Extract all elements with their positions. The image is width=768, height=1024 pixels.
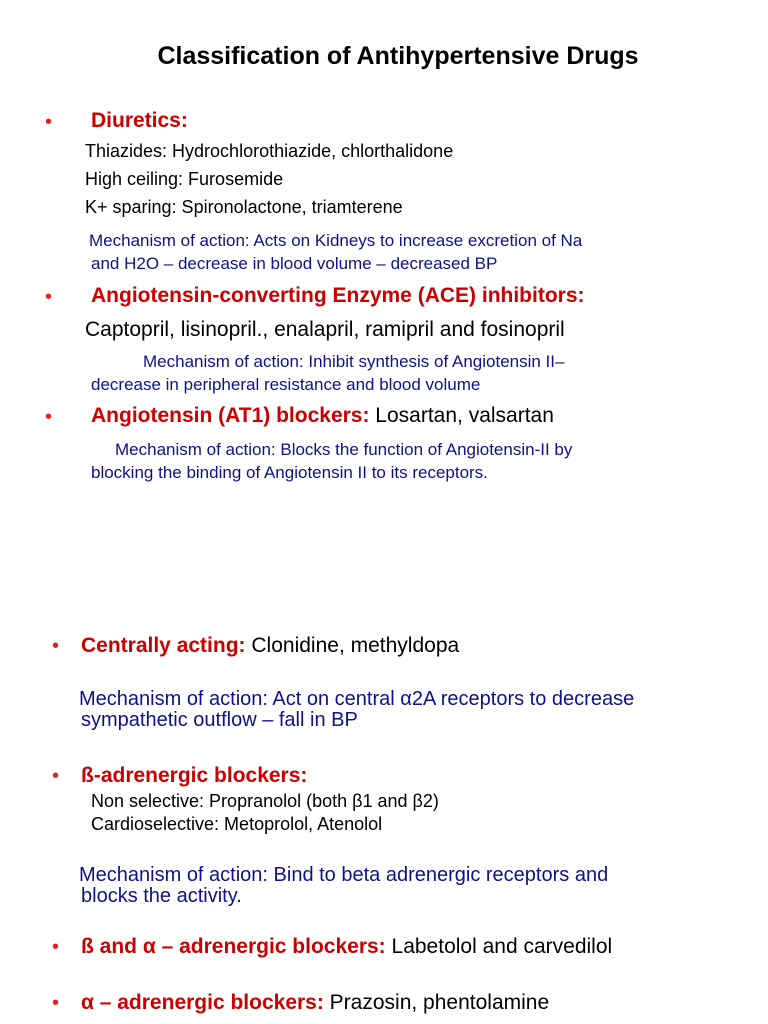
ace-mechanism-line-1: Mechanism of action: Inhibit synthesis of Angiotensin II– bbox=[143, 352, 565, 371]
diuretics-mechanism-line-1: Mechanism of action: Acts on Kidneys to increase excretion of Na bbox=[89, 231, 583, 250]
diuretics-k-sparing: K+ sparing: Spironolactone, triamterene bbox=[85, 197, 403, 217]
heading-ace-inhibitors: Angiotensin-converting Enzyme (ACE) inhibitors: bbox=[91, 284, 585, 307]
bullet-central: • bbox=[52, 635, 60, 657]
at1-drugs: Losartan, valsartan bbox=[369, 404, 554, 427]
bullet-at1: • bbox=[45, 406, 53, 428]
beta-alpha-drugs: Labetolol and carvedilol bbox=[385, 935, 613, 958]
bullet-beta-alpha: • bbox=[52, 936, 60, 958]
heading-beta-blockers: ß-adrenergic blockers: bbox=[81, 764, 308, 787]
page-title: Classification of Antihypertensive Drugs bbox=[157, 42, 639, 70]
bullet-diuretics: • bbox=[45, 111, 53, 133]
at1-line bbox=[91, 404, 554, 428]
bullet-ace: • bbox=[45, 286, 53, 308]
central-drugs: Clonidine, methyldopa bbox=[245, 634, 460, 657]
diuretics-high-ceiling: High ceiling: Furosemide bbox=[85, 169, 284, 189]
alpha-drugs: Prazosin, phentolamine bbox=[323, 991, 550, 1014]
central-line bbox=[81, 634, 459, 658]
beta-mechanism-line-1: Mechanism of action: Bind to beta adrenergic receptors and bbox=[79, 864, 609, 886]
heading-alpha-blockers: α – adrenergic blockers: bbox=[81, 991, 324, 1014]
central-mechanism-line-1: Mechanism of action: Act on central α2A receptors to decrease bbox=[79, 688, 635, 710]
beta-cardioselective: Cardioselective: Metoprolol, Atenolol bbox=[91, 814, 383, 834]
bullet-beta: • bbox=[52, 765, 60, 787]
heading-beta-alpha-blockers: ß and α – adrenergic blockers: bbox=[81, 935, 386, 958]
at1-mechanism-line-1: Mechanism of action: Blocks the function of Angiotensin-II by bbox=[115, 440, 573, 459]
beta-mechanism-line-2: blocks the activity. bbox=[81, 885, 242, 907]
diuretics-mechanism-line-2: and H2O – decrease in blood volume – decreased BP bbox=[91, 254, 498, 273]
heading-centrally-acting: Centrally acting: bbox=[81, 634, 246, 657]
beta-non-selective: Non selective: Propranolol (both β1 and β2) bbox=[91, 791, 439, 811]
beta-alpha-line bbox=[81, 935, 612, 959]
diuretics-thiazides: Thiazides: Hydrochlorothiazide, chlorthalidone bbox=[85, 141, 454, 161]
bullet-alpha: • bbox=[52, 992, 60, 1014]
alpha-line bbox=[81, 991, 549, 1015]
heading-at1-blockers: Angiotensin (AT1) blockers: bbox=[91, 404, 370, 427]
ace-drugs: Captopril, lisinopril., enalapril, ramipril and fosinopril bbox=[85, 318, 565, 341]
central-mechanism-line-2: sympathetic outflow – fall in BP bbox=[81, 709, 358, 731]
ace-mechanism-line-2: decrease in peripheral resistance and blood volume bbox=[91, 375, 481, 394]
at1-mechanism-line-2: blocking the binding of Angiotensin II to its receptors. bbox=[91, 463, 488, 482]
heading-diuretics: Diuretics: bbox=[91, 109, 188, 132]
